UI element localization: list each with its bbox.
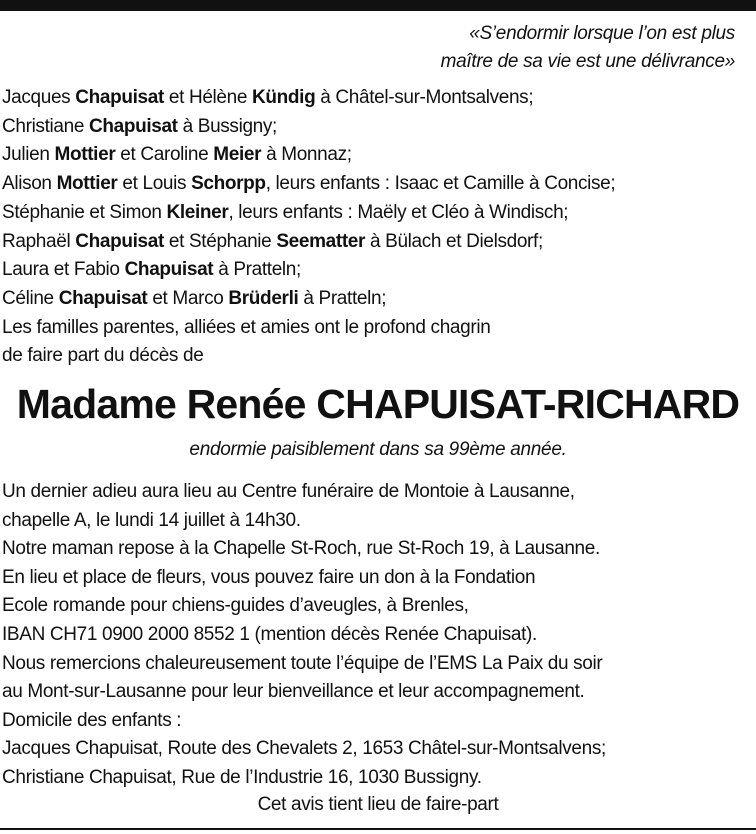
family-text: à Bussigny; — [177, 115, 277, 137]
detail-line: Notre maman repose à la Chapelle St-Roch, rue St-Roch 19, à Lausanne. — [2, 538, 600, 560]
family-text: et Marco — [147, 287, 229, 309]
epigraph-quote — [441, 20, 735, 76]
family-text: et Louis — [117, 173, 192, 195]
family-line — [2, 141, 615, 170]
family-text: à Châtel-sur-Montsalvens; — [315, 87, 534, 108]
surname: Mottier — [56, 173, 118, 195]
surname: Chapuisat — [124, 259, 214, 281]
surname: Chapuisat — [75, 87, 164, 108]
surname: Schorpp — [191, 173, 266, 195]
family-text: et Stéphanie — [163, 230, 277, 252]
family-text: Alison — [2, 173, 57, 195]
detail-line: Un dernier adieu aura lieu au Centre funéraire de Montoie à Lausanne, — [2, 481, 575, 502]
family-text: Stéphanie et Simon — [2, 201, 167, 223]
family-text: de faire part du décès de — [2, 345, 204, 367]
family-line — [2, 199, 615, 228]
family-line — [2, 342, 615, 371]
family-line — [2, 84, 615, 113]
detail-line: Jacques Chapuisat, Route des Chevalets 2, 1653 Châtel-sur-Montsalvens; — [2, 738, 606, 760]
family-text: , leurs enfants : Maëly et Cléo à Windisch; — [228, 201, 569, 223]
family-line — [2, 228, 615, 257]
family-text: Les familles parentes, alliées et amies ont le profond chagrin — [2, 316, 491, 338]
quote-line-2: maître de sa vie est une délivrance» — [440, 51, 735, 72]
surname: Meier — [213, 144, 262, 166]
detail-line: IBAN CH71 0900 2000 8552 1 (mention décès Renée Chapuisat). — [2, 623, 537, 645]
family-text: Céline — [2, 287, 59, 309]
family-text: Julien — [2, 144, 55, 166]
detail-line: au Mont-sur-Lausanne pour leur bienveillance et leur accompagnement. — [2, 681, 585, 703]
footer-note: Cet avis tient lieu de faire-part — [257, 794, 499, 815]
surname: Seematter — [276, 230, 366, 252]
surname: Chapuisat — [58, 287, 148, 309]
top-border — [0, 0, 756, 11]
detail-line: Nous remercions chaleureusement toute l’équipe de l’EMS La Paix du soir — [2, 652, 603, 674]
surname: Kleiner — [166, 201, 229, 223]
deceased-name: Madame Renée CHAPUISAT-RICHARD — [16, 381, 740, 427]
family-text: et Hélène — [163, 87, 252, 108]
family-text: à Pratteln; — [213, 259, 301, 281]
detail-line: Christiane Chapuisat, Rue de l’Industrie 16, 1030 Bussigny. — [2, 766, 482, 788]
family-text: , leurs enfants : Isaac et Camille à Concise; — [265, 173, 616, 195]
family-text: Raphaël — [2, 230, 76, 252]
service-details — [2, 478, 606, 793]
family-text: à Pratteln; — [298, 287, 387, 309]
family-line — [2, 256, 615, 285]
deceased-subtitle: endormie paisiblement dans sa 99ème année. — [189, 439, 567, 460]
family-line — [2, 170, 615, 199]
family-text: Christiane — [2, 115, 89, 137]
detail-line: En lieu et place de fleurs, vous pouvez faire un don à la Fondation — [2, 566, 536, 588]
surname: Chapuisat — [88, 115, 178, 137]
detail-line: Domicile des enfants : — [2, 709, 182, 731]
surname: Mottier — [54, 144, 116, 166]
family-line — [2, 314, 615, 343]
surname: Chapuisat — [75, 230, 164, 252]
family-text: et Caroline — [115, 144, 214, 166]
family-line — [2, 113, 615, 142]
family-line — [2, 285, 615, 314]
quote-line-1: «S’endormir lorsque l’on est plus — [469, 23, 735, 44]
bottom-border — [0, 828, 756, 830]
surname: Kündig — [252, 87, 316, 108]
family-text: Laura et Fabio — [2, 259, 125, 281]
surname: Brüderli — [228, 287, 299, 309]
family-text: à Monnaz; — [261, 144, 352, 166]
family-list — [2, 84, 615, 371]
detail-line: Ecole romande pour chiens-guides d’aveugles, à Brenles, — [2, 595, 469, 617]
family-text: à Bülach et Dielsdorf; — [365, 230, 543, 252]
family-text: Jacques — [2, 87, 76, 108]
detail-line: chapelle A, le lundi 14 juillet à 14h30. — [2, 509, 301, 531]
